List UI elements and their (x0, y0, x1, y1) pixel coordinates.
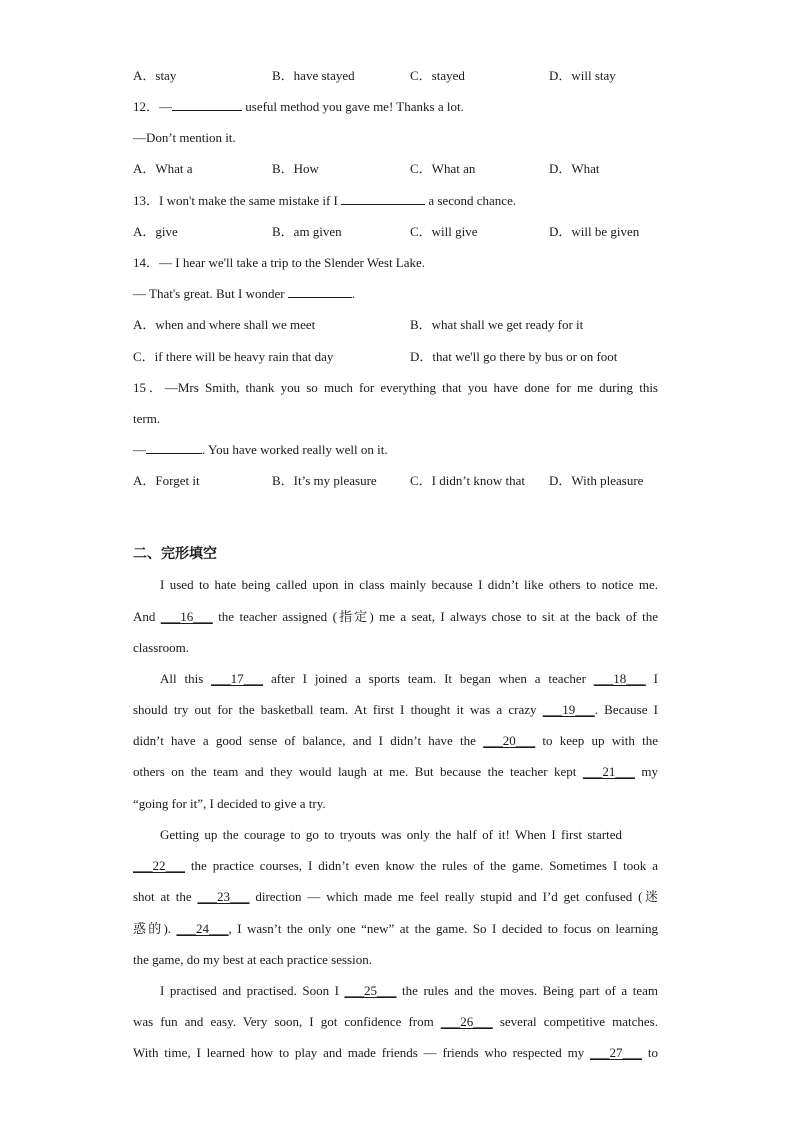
q11-option-b[interactable]: B．have stayed (272, 68, 355, 83)
cloze-blank-25[interactable]: ___25___ (344, 983, 397, 998)
q14-option-a[interactable]: A．when and where shall we meet (133, 317, 316, 332)
text: direction — which made me feel really stupid and I’d get confused (迷 (249, 889, 659, 904)
q12-option-d[interactable]: D．What (549, 161, 600, 176)
passage-p1-line1: I used to hate being called upon in class mainly because I didn’t like others to notice me. (160, 577, 658, 592)
q15-option-d[interactable]: D．With pleasure (549, 473, 644, 488)
q13-option-c[interactable]: C．will give (410, 224, 478, 239)
text: With time, I learned how to play and made friends — friends who respected my (133, 1045, 591, 1060)
text: to (642, 1045, 658, 1060)
passage-p3-line5: the game, do my best at each practice session. (133, 952, 372, 967)
passage-p2-line4 (133, 761, 658, 783)
cloze-blank-26[interactable]: ___26___ (440, 1014, 493, 1029)
q13-text-pre: I won't make the same mistake if I (159, 193, 342, 208)
cloze-blank-24[interactable]: ___24___ (176, 921, 229, 936)
cloze-blank-19[interactable]: ___19___ (542, 702, 595, 717)
passage-p2-line2 (133, 699, 658, 721)
text: the practice courses, I didn’t even know the rules of the game. Sometimes I took a (185, 858, 658, 873)
q15-line2: term. (133, 411, 161, 426)
q11-option-c[interactable]: C．stayed (410, 68, 465, 83)
passage-p3-line1: Getting up the courage to go to tryouts was only the half of it! When I first started (160, 827, 622, 842)
q13-text-post: a second chance. (425, 193, 517, 208)
q13-stem (133, 190, 658, 212)
cloze-blank-27[interactable]: ___27___ (590, 1045, 643, 1060)
section-title: 二、完形填空 (133, 546, 217, 562)
q11-option-a[interactable]: A．stay (133, 68, 177, 83)
q12-option-c[interactable]: C．What an (410, 161, 476, 176)
text: , I wasn’t the only one “new” at the game. So I decided to focus on learning (228, 921, 658, 936)
q15-options (133, 470, 658, 492)
q14-stem (133, 252, 658, 274)
cloze-blank-20[interactable]: ___20___ (483, 733, 536, 748)
passage-p2-line5: “going for it”, I decided to give a try. (133, 796, 326, 811)
q11-options (133, 65, 658, 87)
cloze-blank-23[interactable]: ___23___ (197, 889, 250, 904)
q14-option-c[interactable]: C．if there will be heavy rain that day (133, 349, 334, 364)
text: I (645, 671, 658, 686)
text: 惑的). (133, 921, 177, 936)
q14-option-d[interactable]: D．that we'll go there by bus or on foot (410, 349, 618, 364)
text: several competitive matches. (492, 1014, 658, 1029)
q12-number: 12． (133, 99, 160, 114)
cloze-blank-18[interactable]: ___18___ (593, 671, 646, 686)
q13-options (133, 221, 658, 243)
q15-stem (133, 377, 658, 399)
q14-option-b[interactable]: B．what shall we get ready for it (410, 317, 584, 332)
q12-stem (133, 96, 658, 118)
text: to keep up with the (535, 733, 658, 748)
text: my (634, 764, 658, 779)
passage-p4-line2 (133, 1011, 658, 1033)
text: shot at the (133, 889, 198, 904)
q15-line3-post: . You have worked really well on it. (202, 442, 388, 457)
text: didn’t have a good sense of balance, and I didn’t have the (133, 733, 484, 748)
q14-line2-pre: — That's great. But I wonder (133, 286, 288, 301)
q13-option-b[interactable]: B．am given (272, 224, 342, 239)
q11-option-d[interactable]: D．will stay (549, 68, 616, 83)
text: . Because I (594, 702, 659, 717)
text: was fun and easy. Very soon, I got confidence from (133, 1014, 441, 1029)
q15-line3 (133, 439, 658, 461)
q14-line2 (133, 283, 658, 305)
passage-p4-line3 (133, 1042, 658, 1064)
q13-option-a[interactable]: A．give (133, 224, 178, 239)
passage-p2-line1 (160, 668, 658, 690)
text: others on the team and they would laugh at me. But because the teacher kept (133, 764, 583, 779)
q15-option-a[interactable]: A．Forget it (133, 473, 200, 488)
q14-line1: — I hear we'll take a trip to the Slender West Lake. (159, 255, 426, 270)
q13-option-d[interactable]: D．will be given (549, 224, 640, 239)
passage-p2-line3 (133, 730, 658, 752)
cloze-blank-22[interactable]: ___22___ (133, 858, 185, 873)
q12-answer-blank[interactable] (172, 96, 242, 111)
q12-option-a[interactable]: A．What a (133, 161, 193, 176)
q12-text-post: useful method you gave me! Thanks a lot. (242, 99, 464, 114)
q15-option-b[interactable]: B．It’s my pleasure (272, 473, 377, 488)
text: And (133, 609, 161, 624)
passage-p3-line4 (133, 918, 658, 940)
q14-number: 14． (133, 255, 160, 270)
q13-answer-blank[interactable] (341, 190, 425, 205)
q14-answer-blank[interactable] (288, 283, 352, 298)
q12-text-pre: — (159, 99, 173, 114)
q12-reply: —Don’t mention it. (133, 130, 236, 145)
q12-option-b[interactable]: B．How (272, 161, 319, 176)
q14-line2-post: . (351, 286, 356, 301)
q15-line1: —Mrs Smith, thank you so much for everything that you have done for me during this (164, 380, 658, 395)
q13-number: 13． (133, 193, 160, 208)
passage-p4-line1 (160, 980, 658, 1002)
text: the teacher assigned (指定) me a seat, I always chose to sit at the back of the (212, 609, 658, 624)
q14-options-row2 (133, 346, 658, 368)
text: All this (160, 671, 212, 686)
q14-options-row1 (133, 314, 658, 336)
text: the rules and the moves. Being part of a team (396, 983, 658, 998)
text: after I joined a sports team. It began when a teacher (263, 671, 594, 686)
q15-line3-pre: — (133, 442, 146, 457)
passage-p3-line3 (133, 886, 658, 908)
passage-p1-line2 (133, 606, 658, 628)
cloze-blank-16[interactable]: ___16___ (160, 609, 213, 624)
q12-options (133, 158, 658, 180)
q15-number: 15． (133, 380, 165, 395)
cloze-blank-21[interactable]: ___21___ (582, 764, 635, 779)
passage-p1-line3: classroom. (133, 640, 189, 655)
text: should try out for the basketball team. At first I thought it was a crazy (133, 702, 543, 717)
passage-p3-line2 (133, 855, 658, 877)
cloze-blank-17[interactable]: ___17___ (211, 671, 264, 686)
text: I practised and practised. Soon I (160, 983, 345, 998)
q15-option-c[interactable]: C．I didn’t know that (410, 473, 525, 488)
q15-answer-blank[interactable] (146, 439, 202, 454)
